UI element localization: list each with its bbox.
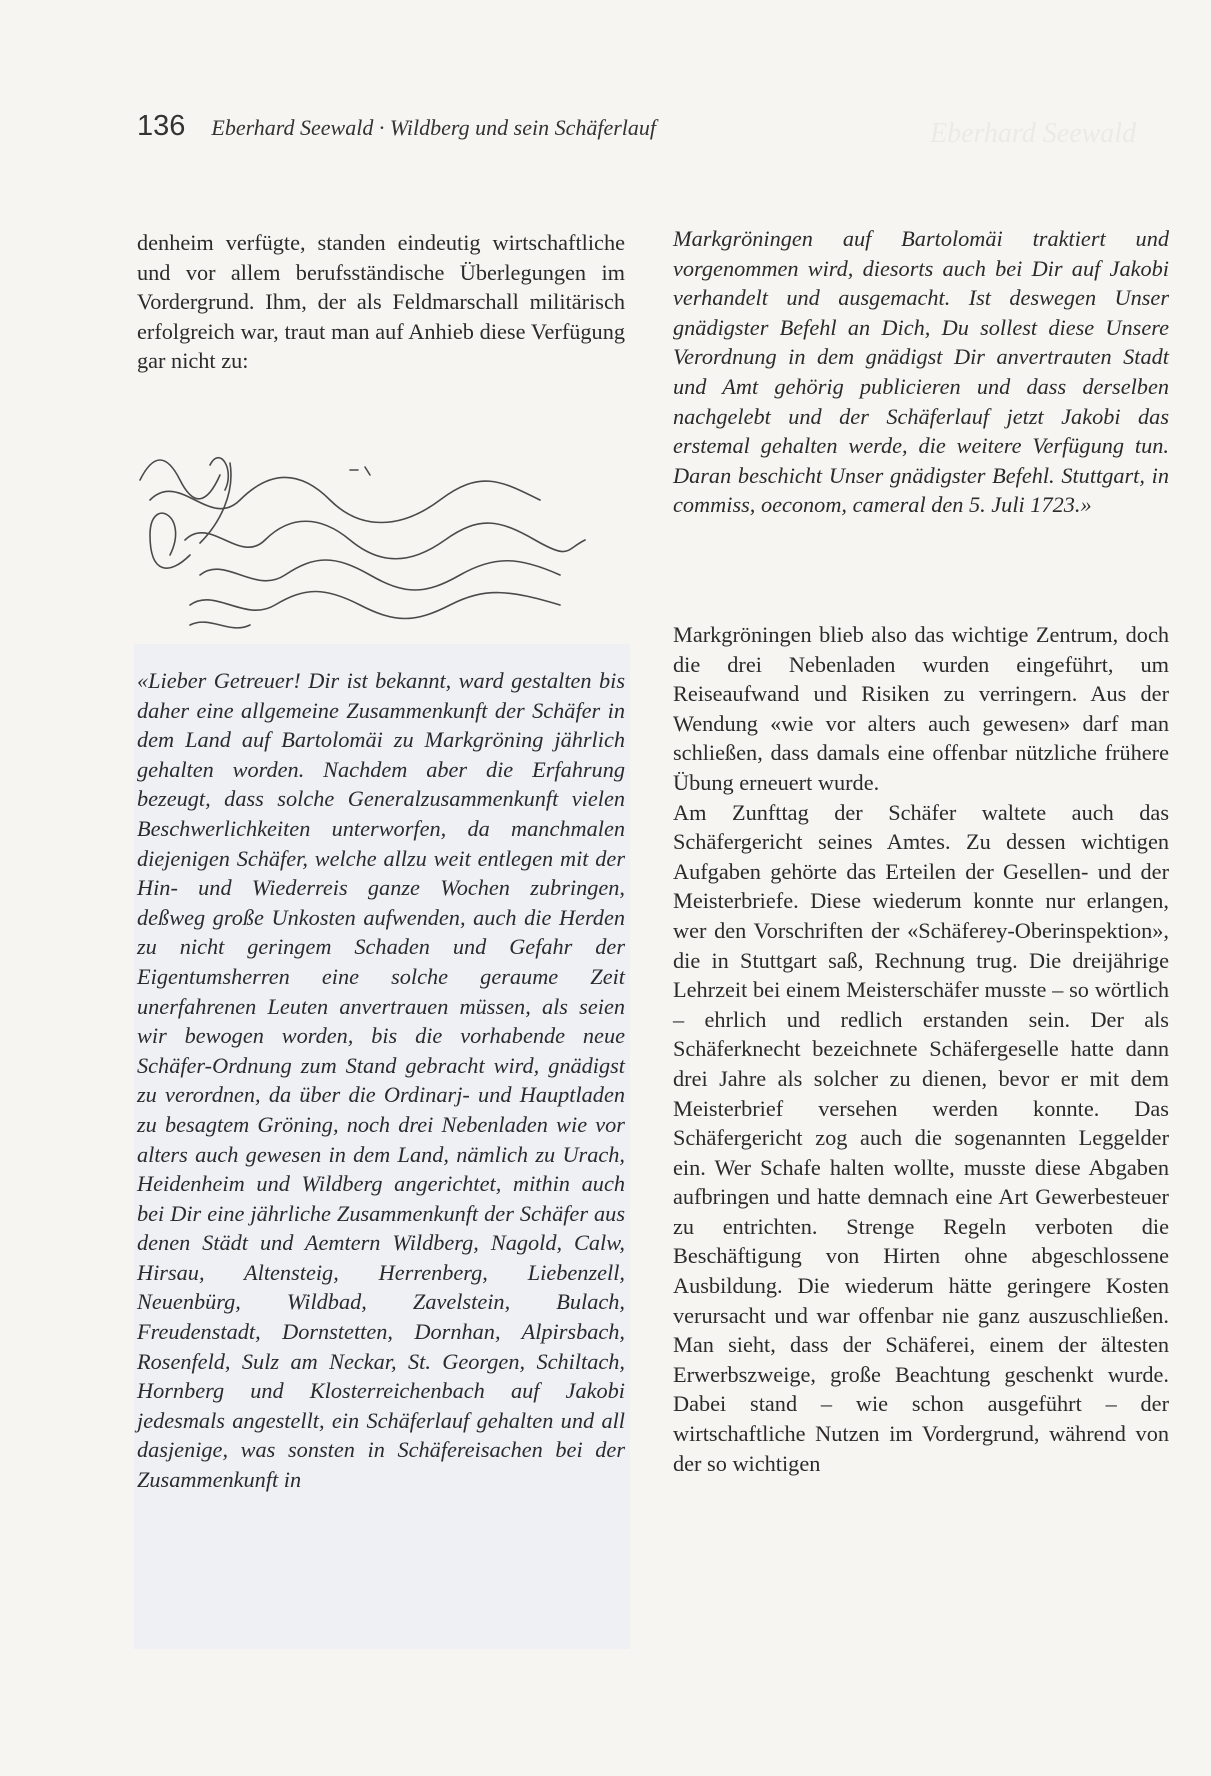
manuscript-stroke <box>190 622 250 628</box>
running-title: Eberhard Seewald · Wildberg und sein Schäferlauf <box>211 115 657 140</box>
quote-paragraph: «Lieber Getreuer! Dir ist bekannt, ward gestalten bis daher eine allgemeine Zusammenkunft der Schäfer in dem Land auf Bartolomäi zu Markgröning jährlich gehalten worden. Nachdem aber die Erfahrung bezeugt, dass solche Generalzusammenkunft vielen Beschwerlichkeiten unterworfen, da manchmalen diejenigen Schäfer, welche allzu weit entlegen mit der Hin- und Wiederreis ganze Wochen zubringen, deßweg große Unkosten aufwenden, auch die Herden zu nicht geringem Schaden und Gefahr der Eigentumsherren eine solche geraume Zeit unerfahrenen Leuten anvertrauen müssen, als seien wir bewogen worden, bis die vorhabende neue Schäfer-Ordnung zum Stand gebracht wird, gnädigst zu verordnen, da über die Ordinarj- und Hauptladen zu besagtem Gröning, noch drei Nebenladen wie vor alters auch gewesen in dem Land, nämlich zu Urach, Heidenheim und Wildberg angerichtet, mithin auch bei Dir eine jährliche Zusammenkunft der Schäfer aus denen Städt und Aemtern Wildberg, Nagold, Calw, Hirsau, Altensteig, Herrenberg, Liebenzell, Neuenbürg, Wildbad, Zavelstein, Bulach, Freudenstadt, Dornstetten, Dornhan, Alpirsbach, Rosenfeld, Sulz am Neckar, St. Georgen, Schiltach, Hornberg und Klosterreichenbach auf Jakobi jedesmals angestellt, ein Schäferlauf gehalten und all dasjenige, was sonsten in Schäfereisachen bei der Zusammenkunft in <box>137 668 625 1493</box>
manuscript-stroke <box>190 592 560 619</box>
left-quote-text <box>137 666 625 1495</box>
manuscript-stroke <box>200 458 231 543</box>
intro-paragraph: denheim verfügte, standen eindeutig wirtschaftliche und vor allem berufsständische Überlegungen im Vordergrund. Ihm, der als Feldmarschall militärisch erfolgreich war, traut man auf Anhieb diese Verfügung gar nicht zu: <box>137 230 625 374</box>
manuscript-stroke <box>200 560 560 590</box>
right-quote-continuation <box>673 224 1169 520</box>
left-intro-text <box>137 228 625 376</box>
body-paragraph-2: Am Zunfttag der Schäfer waltete auch das Schäfergericht seines Amtes. Zu dessen wichtigen Aufgaben gehörte das Erteilen der Gesellen- und der Meisterbriefe. Diese wiederum konnte nur erlangen, wer den Vorschriften der «Schäferey-Oberinspektion», die in Stuttgart saß, Rechnung trug. Die dreijährige Lehrzeit bei einem Meisterschäfer musste – so wörtlich – ehrlich und redlich erstanden sein. Der als Schäferknecht bezeichnete Schäfergeselle hatte dann drei Jahre als solcher zu dienen, bevor er mit dem Meisterbrief versehen werden konnte. Das Schäfergericht zog auch die sogenannten Leggelder ein. Wer Schafe halten wollte, musste diese Abgaben aufbringen und hatte demnach eine Art Gewerbesteuer zu entrichten. Strenge Regeln verboten die Beschäftigung von Hirten ohne abgeschlossene Ausbildung. Die wiederum hätte geringere Kosten verursacht und war offenbar nie ganz auszuschließen. Man sieht, dass der Schäferei, einem der ältesten Erwerbszweige, große Beachtung geschenkt wurde. Dabei stand – wie schon ausgeführt – der wirtschaftliche Nutzen im Vordergrund, während von der so wichtigen <box>673 799 1169 1476</box>
right-body-text <box>673 620 1169 1478</box>
quote-continuation-paragraph: Markgröningen auf Bartolomäi traktiert und vorgenommen wird, diesorts auch bei Dir auf Jakobi verhandelt und ausgemacht. Ist deswegen Unser gnädigster Befehl an Dich, Du sollest diese Unsere Verordnung in dem gnädigst Dir anvertrauten Stadt und Amt gehörig publicieren und dass derselben nachgelebt und der Schäferlauf jetzt Jakobi das erstemal gehalten werde, die weitere Verfügung tun. Daran beschicht Unser gnädigster Befehl. Stuttgart, in commiss, oeconom, cameral den 5. Juli 1723.» <box>673 226 1169 518</box>
manuscript-stroke <box>150 513 190 568</box>
page-number: 136 <box>137 110 186 142</box>
manuscript-image <box>130 445 630 640</box>
manuscript-stroke <box>350 467 370 475</box>
manuscript-stroke <box>185 521 585 559</box>
show-through-ghost: Eberhard Seewald <box>930 118 1137 149</box>
body-paragraph-1: Markgröningen blieb also das wichtige Zentrum, doch die drei Nebenladen wurden eingeführt, um Reiseaufwand und Risiken zu verringern. Aus der Wendung «wie vor alters auch gewesen» darf man schließen, dass damals eine offenbar nützliche frühere Übung erneuert wurde. <box>673 622 1169 795</box>
manuscript-stroke <box>150 478 540 523</box>
running-header <box>137 110 656 143</box>
